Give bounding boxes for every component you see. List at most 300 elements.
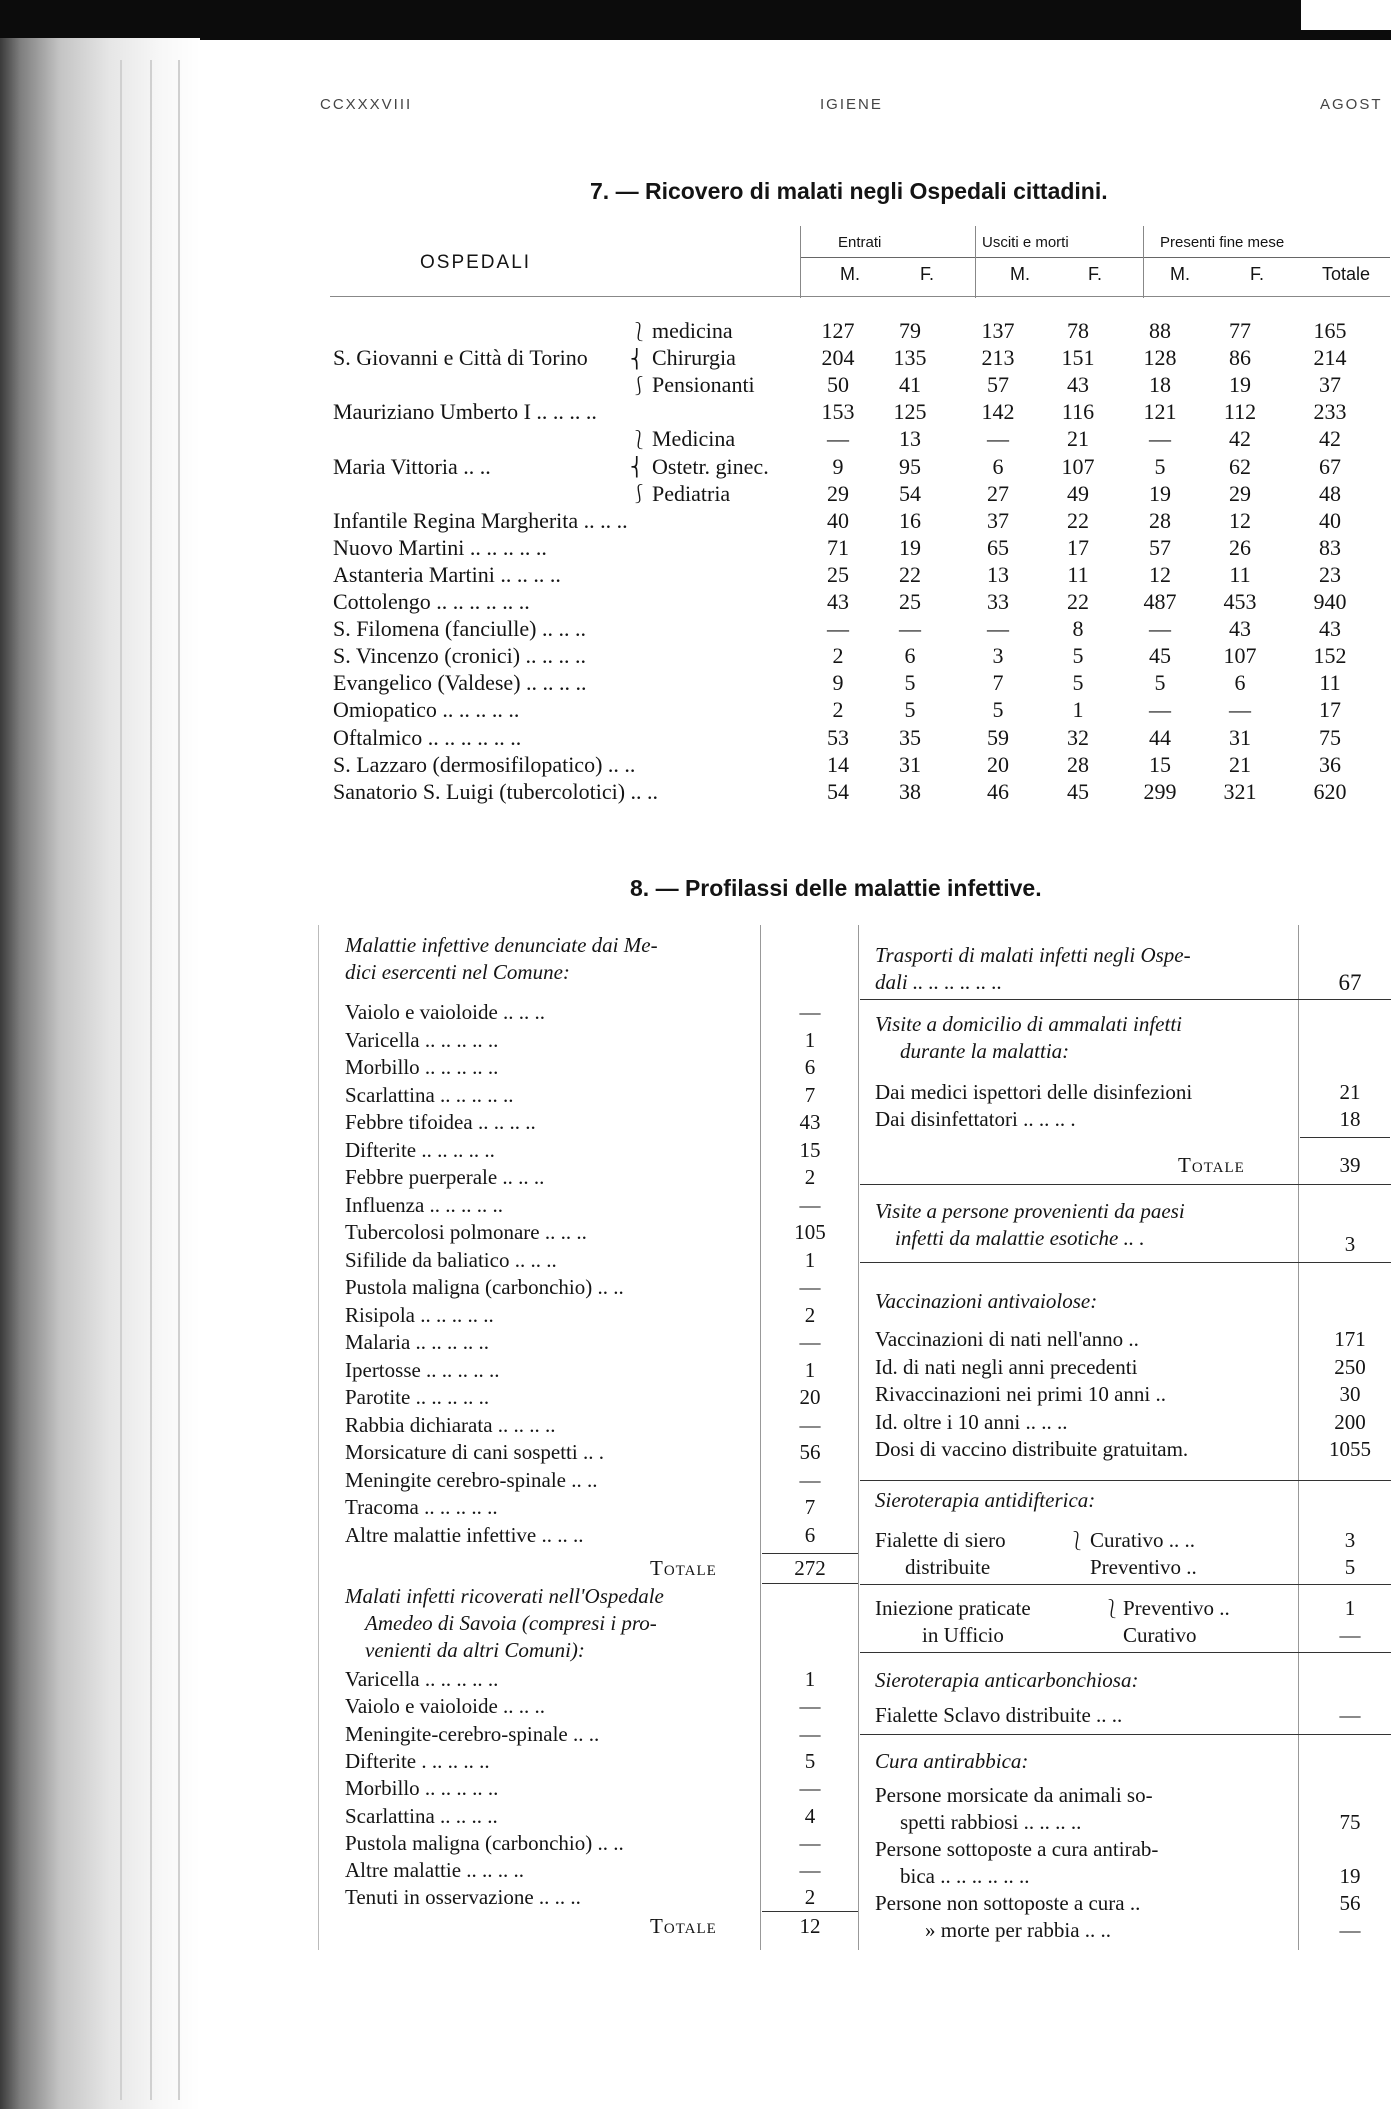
list-item-label: Difterite . .. .. .. .. [345,1749,490,1773]
table-cell: 86 [1229,345,1251,370]
trasporti-value: 67 [1338,970,1362,995]
table-cell: 40 [1319,508,1341,533]
left-heading: dici esercenti nel Comune: [345,960,570,984]
rule [860,1184,1391,1185]
morte-rabbia-value: — [1339,1918,1361,1942]
morsicate-value: 75 [1339,1810,1361,1834]
table-cell: 19 [1149,481,1171,506]
table-cell: 33 [987,589,1009,614]
list-item-value: 1 [804,1028,816,1052]
rule [860,1480,1391,1481]
trasporti-heading: Trasporti di malati infetti negli Ospe- [875,943,1191,967]
sub-f: F. [1088,264,1103,284]
table-cell: 11 [1067,562,1089,587]
list-item-value: 105 [794,1220,826,1244]
left-total-value: 272 [794,1556,826,1580]
table-cell: 214 [1313,345,1347,370]
table-cell: 620 [1313,779,1347,804]
table-cell: 17 [1319,697,1341,722]
table-cell: 95 [899,454,921,479]
table-cell: 204 [821,345,855,370]
table-cell: 6 [992,454,1004,479]
header-page-number: CCXXXVIII [320,96,413,113]
list-item-label: Vaccinazioni di nati nell'anno .. [875,1327,1139,1351]
left-heading: Amedeo di Savoia (compresi i pro- [365,1611,657,1635]
table-cell: — [987,426,1009,451]
list-item-label: Morbillo .. .. .. .. .. [345,1055,499,1079]
table-cell: 65 [987,535,1009,560]
list-item-value: 15 [799,1138,821,1162]
curativo-label: Curativo .. .. [1090,1528,1195,1552]
hospital-name: S. Filomena (fanciulle) .. .. .. [333,616,586,641]
table-cell: 116 [1061,399,1095,424]
iniezione-label: in Ufficio [922,1623,1004,1647]
list-item-label: Altre malattie infettive .. .. .. [345,1523,584,1547]
table-cell: 121 [1143,399,1177,424]
list-item-label: Tubercolosi polmonare .. .. .. [345,1220,587,1244]
table-cell: 43 [1229,616,1251,641]
brace-icon: ⎨ [630,457,644,477]
header-group-rule [800,257,1390,258]
table-cell: 321 [1223,779,1257,804]
header-rule [330,296,1390,297]
table-cell: 11 [1229,562,1251,587]
hospital-name: Maria Vittoria .. .. [333,454,491,479]
carb-heading: Sieroterapia anticarbonchiosa: [875,1668,1139,1692]
list-item-label: Altre malattie .. .. .. .. [345,1858,525,1882]
total-rule [762,1911,858,1912]
fialette-label: Fialette di siero [875,1528,1006,1552]
brace-icon: ⎱ [1068,1531,1086,1551]
table-cell: 16 [899,508,921,533]
list-item-label: Ipertosse .. .. .. .. .. [345,1358,500,1382]
table-cell: 45 [1149,643,1171,668]
hospital-name: Nuovo Martini .. .. .. .. .. [333,535,547,560]
list-item-value: 5 [804,1749,816,1773]
list-item-value: 200 [1334,1410,1366,1434]
table-cell: — [899,616,921,641]
table-cell: 62 [1229,454,1251,479]
list-item-value: 4 [804,1804,816,1828]
right-value-divider [1298,925,1299,1950]
table-cell: 37 [987,508,1009,533]
table-cell: 9 [832,670,844,695]
table-cell: 77 [1229,318,1251,343]
table-cell: 151 [1061,345,1095,370]
table-cell: 128 [1143,345,1177,370]
brace-icon: ⎰ [630,376,648,396]
table-cell: 29 [1229,481,1251,506]
center-divider [858,925,859,1950]
visite-heading: durante la malattia: [900,1039,1070,1063]
list-item-label: Scarlattina .. .. .. .. [345,1804,498,1828]
brace-icon: ⎱ [630,322,648,342]
sub-m: M. [1170,264,1190,284]
list-item-value: — [799,1722,821,1746]
esotiche-heading: infetti da malattie esotiche .. . [895,1226,1145,1250]
list-item-value: 1 [804,1358,816,1382]
disinfettatori-value: 18 [1339,1107,1361,1131]
table-cell: 15 [1149,752,1171,777]
table-cell: 43 [1067,372,1089,397]
table-cell: 13 [899,426,921,451]
list-item-label: Parotite .. .. .. .. .. [345,1385,490,1409]
list-item-value: 30 [1339,1382,1361,1406]
list-item-label: Tenuti in osservazione .. .. .. [345,1885,581,1909]
list-item-label: Difterite .. .. .. .. .. [345,1138,495,1162]
table-cell: 6 [904,643,916,668]
table-cell: 233 [1313,399,1347,424]
ward-name: Ostetr. ginec. [652,454,769,479]
left-value-divider [760,925,761,1950]
table-cell: — [1149,697,1171,722]
table-cell: 5 [1072,643,1084,668]
ward-name: Medicina [652,426,736,451]
list-item-value: — [799,1193,821,1217]
sottoposte-label: Persone sottoposte a cura antirab- [875,1837,1159,1861]
list-item-value: — [799,1413,821,1437]
hospital-name: S. Lazzaro (dermosifilopatico) .. .. [333,752,636,777]
table-cell: 78 [1067,318,1089,343]
visite-total-label: Totale [1178,1153,1245,1177]
list-item-value: — [799,1468,821,1492]
total-rule [762,1553,858,1554]
table-cell: 35 [899,725,921,750]
sclavo-value: — [1339,1703,1361,1727]
list-item-value: — [799,1694,821,1718]
book-spine-shadow [0,38,200,2109]
list-item-label: Scarlattina .. .. .. .. .. [345,1083,514,1107]
iniezione-label: Iniezione praticate [875,1596,1031,1620]
col-usciti-header: Usciti e morti [982,234,1069,251]
rule [860,1584,1391,1585]
hospital-name: Cottolengo .. .. .. .. .. .. [333,589,530,614]
table-cell: 43 [1319,616,1341,641]
sub-f: F. [920,264,935,284]
total-rule [762,1583,858,1584]
table-cell: — [1149,426,1171,451]
list-item-label: Sifilide da baliatico .. .. .. [345,1248,557,1272]
preventivo2-label: Preventivo .. [1123,1596,1230,1620]
list-item-label: Vaiolo e vaioloide .. .. .. [345,1694,546,1718]
list-item-value: 2 [804,1165,816,1189]
table-cell: 37 [1319,372,1341,397]
sottoposte-label: bica .. .. .. .. .. .. [900,1864,1030,1888]
table-cell: — [827,616,849,641]
rule [860,1652,1391,1653]
list-item-label: Morbillo .. .. .. .. .. [345,1776,499,1800]
list-item-label: Risipola .. .. .. .. .. [345,1303,494,1327]
ward-name: medicina [652,318,733,343]
left-total2-value: 12 [799,1914,821,1938]
non-sottoposte-label: Persone non sottoposte a cura .. [875,1891,1141,1915]
esotiche-heading: Visite a persone provenienti da paesi [875,1199,1185,1223]
table-cell: 21 [1067,426,1089,451]
spine-line [120,60,122,2100]
list-item-value: 1 [804,1248,816,1272]
table-cell: 2 [832,697,844,722]
table-cell: 38 [899,779,921,804]
table-cell: 165 [1313,318,1347,343]
list-item-value: — [799,1858,821,1882]
table-cell: 32 [1067,725,1089,750]
table-cell: 299 [1143,779,1177,804]
table-cell: 125 [893,399,927,424]
table-cell: 26 [1229,535,1251,560]
list-item-value: 56 [799,1440,821,1464]
curativo-value: 3 [1344,1528,1356,1552]
section8-title: 8. — Profilassi delle malattie infettive. [630,875,1042,901]
left-heading: Malati infetti ricoverati nell'Ospedale [345,1584,664,1608]
brace-icon: ⎰ [630,484,648,504]
list-item-value: 171 [1334,1327,1366,1351]
table-cell: 487 [1143,589,1177,614]
col-presenti-header: Presenti fine mese [1160,234,1285,251]
header-month: AGOST [1320,96,1383,113]
rule [1300,1137,1390,1138]
table-cell: 127 [821,318,855,343]
header-section: IGIENE [820,96,883,113]
table-cell: 453 [1223,589,1257,614]
list-item-label: Febbre puerperale .. .. .. [345,1165,545,1189]
rule [860,999,1391,1000]
section7-title: 7. — Ricovero di malati negli Ospedali cittadini. [590,178,1108,204]
table-cell: 107 [1061,454,1095,479]
left-border [318,925,319,1950]
hospital-name: Sanatorio S. Luigi (tubercolotici) .. .. [333,779,659,804]
siero-heading: Sieroterapia antidifterica: [875,1488,1096,1512]
hospital-name: S. Giovanni e Città di Torino [333,345,588,370]
table-cell: 28 [1149,508,1171,533]
list-item-value: — [799,1776,821,1800]
hospital-name: Evangelico (Valdese) .. .. .. .. [333,670,587,695]
col-entrati-header: Entrati [838,234,882,251]
fialette-label: distribuite [905,1555,991,1579]
list-item-label: Vaiolo e vaioloide .. .. .. [345,1000,546,1024]
table-cell: — [827,426,849,451]
table-cell: 5 [1072,670,1084,695]
table-cell: 40 [827,508,849,533]
list-item-label: Rabbia dichiarata .. .. .. .. [345,1413,556,1437]
visite-heading: Visite a domicilio di ammalati infetti [875,1012,1183,1036]
sub-m: M. [840,264,860,284]
list-item-value: 7 [804,1083,816,1107]
list-item-label: Rivaccinazioni nei primi 10 anni .. [875,1382,1167,1406]
left-heading: Malattie infettive denunciate dai Me- [345,933,658,957]
table-cell: 53 [827,725,849,750]
table-cell: 57 [987,372,1009,397]
table-cell: 6 [1234,670,1246,695]
brace-icon: ⎨ [630,349,644,369]
list-item-value: — [799,1330,821,1354]
left-heading: venienti da altri Comuni): [365,1638,585,1662]
table-cell: 18 [1149,372,1171,397]
sub-totale: Totale [1322,264,1371,284]
list-item-label: Pustola maligna (carbonchio) .. .. [345,1275,624,1299]
preventivo-label: Preventivo .. [1090,1555,1197,1579]
table-cell: — [987,616,1009,641]
list-item-label: Meningite cerebro-spinale .. .. [345,1468,598,1492]
list-item-value: 2 [804,1303,816,1327]
table-cell: 7 [992,670,1004,695]
list-item-label: Tracoma .. .. .. .. .. [345,1495,498,1519]
table-cell: 19 [899,535,921,560]
table-cell: 107 [1223,643,1257,668]
esotiche-value: 3 [1344,1232,1356,1256]
ward-name: Chirurgia [652,345,736,370]
vacc-heading: Vaccinazioni antivaiolose: [875,1289,1098,1313]
table-cell: 25 [899,589,921,614]
list-item-value: 250 [1334,1355,1366,1379]
rule [860,1262,1391,1263]
table-cell: 42 [1229,426,1251,451]
col-ospedali-header: OSPEDALI [420,252,532,273]
table-cell: 27 [987,481,1009,506]
table-cell: 44 [1149,725,1171,750]
rabbia-heading: Cura antirabbica: [875,1749,1029,1773]
table-cell: 13 [987,562,1009,587]
ward-name: Pediatria [652,481,731,506]
list-item-value: 20 [799,1385,821,1409]
table-cell: 50 [827,372,849,397]
list-item-value: — [799,1000,821,1024]
list-item-value: 6 [804,1523,816,1547]
sottoposte-value: 19 [1339,1864,1361,1888]
list-item-value: 1 [804,1667,816,1691]
table-cell: 28 [1067,752,1089,777]
table-cell: 1 [1072,697,1084,722]
table-cell: 67 [1319,454,1341,479]
table-cell: 88 [1149,318,1171,343]
list-item-label: Morsicature di cani sospetti .. . [345,1440,604,1464]
table-cell: 20 [987,752,1009,777]
table-cell: 152 [1313,643,1347,668]
table-cell: 75 [1319,725,1341,750]
table-cell: 49 [1067,481,1089,506]
table-cell: 54 [827,779,849,804]
hospital-name: Mauriziano Umberto I .. .. .. .. [333,399,597,424]
table-cell: 41 [899,372,921,397]
table-cell: 9 [832,454,844,479]
table-cell: 19 [1229,372,1251,397]
table-cell: 5 [1154,454,1166,479]
left-total-label: Totale [650,1556,717,1580]
list-item-label: Varicella .. .. .. .. .. [345,1028,499,1052]
hospital-name: S. Vincenzo (cronici) .. .. .. .. [333,643,587,668]
sub-m: M. [1010,264,1030,284]
left-total2-label: Totale [650,1914,717,1938]
table-cell: 31 [899,752,921,777]
list-item-value: — [799,1275,821,1299]
table-cell: 5 [1154,670,1166,695]
visite-total-value: 39 [1339,1153,1361,1177]
preventivo-value: 5 [1344,1555,1356,1579]
sclavo-label: Fialette Sclavo distribuite .. .. [875,1703,1123,1727]
table-cell: 2 [832,643,844,668]
table-cell: 79 [899,318,921,343]
table-cell: 12 [1149,562,1171,587]
table-cell: 213 [981,345,1015,370]
list-item-label: Meningite-cerebro-spinale .. .. [345,1722,600,1746]
table-cell: 3 [992,643,1004,668]
col-divider [800,226,801,298]
table-cell: 153 [821,399,855,424]
table-cell: 23 [1319,562,1341,587]
list-item-value: 1055 [1329,1437,1371,1461]
curativo2-value: — [1339,1623,1361,1647]
list-item-label: Febbre tifoidea .. .. .. .. [345,1110,536,1134]
preventivo2-value: 1 [1344,1596,1356,1620]
table-cell: 135 [893,345,927,370]
col-divider [975,226,976,298]
table-cell: 112 [1223,399,1257,424]
list-item-value: 6 [804,1055,816,1079]
spine-line [150,60,152,2100]
hospital-name: Omiopatico .. .. .. .. .. [333,697,520,722]
table-cell: 22 [1067,508,1089,533]
list-item-label: Id. oltre i 10 anni .. .. .. [875,1410,1068,1434]
table-cell: 17 [1067,535,1089,560]
table-cell: 25 [827,562,849,587]
table-cell: 5 [904,697,916,722]
table-cell: 54 [899,481,921,506]
sub-f: F. [1250,264,1265,284]
table-cell: 43 [827,589,849,614]
table-cell: 36 [1319,752,1341,777]
morte-rabbia-label: » morte per rabbia .. .. [925,1918,1112,1942]
table-cell: 48 [1319,481,1341,506]
disinfettatori-label: Dai disinfettatori .. .. .. . [875,1107,1076,1131]
list-item-label: Varicella .. .. .. .. .. [345,1667,499,1691]
hospital-name: Astanteria Martini .. .. .. .. [333,562,561,587]
list-item-label: Id. di nati negli anni precedenti [875,1355,1138,1379]
table-cell: 46 [987,779,1009,804]
trasporti-heading: dali .. .. .. .. .. .. [875,970,1003,994]
list-item-label: Dosi di vaccino distribuite gratuitam. [875,1437,1189,1461]
list-item-label: Malaria .. .. .. .. .. [345,1330,490,1354]
table-cell: 57 [1149,535,1171,560]
table-cell: 45 [1067,779,1089,804]
table-cell: 22 [899,562,921,587]
table-cell: 142 [981,399,1015,424]
list-item-value: 43 [799,1110,821,1134]
hospital-name: Infantile Regina Margherita .. .. .. [333,508,628,533]
table-cell: — [1229,697,1251,722]
table-cell: 42 [1319,426,1341,451]
list-item-value: 2 [804,1885,816,1909]
col-divider [1143,226,1144,298]
list-item-label: Influenza .. .. .. .. .. [345,1193,504,1217]
ispettori-label: Dai medici ispettori delle disinfezioni [875,1080,1193,1104]
spine-line [178,60,180,2100]
list-item-value: — [799,1831,821,1855]
hospital-name: Oftalmico .. .. .. .. .. .. [333,725,522,750]
table-cell: 12 [1229,508,1251,533]
table-cell: 14 [827,752,849,777]
table-cell: 83 [1319,535,1341,560]
table-cell: 59 [987,725,1009,750]
table-cell: 940 [1313,589,1347,614]
table-cell: 22 [1067,589,1089,614]
table-cell: 21 [1229,752,1251,777]
table-cell: — [1149,616,1171,641]
ispettori-value: 21 [1339,1080,1361,1104]
table-cell: 5 [904,670,916,695]
list-item-label: Pustola maligna (carbonchio) .. .. [345,1831,624,1855]
table-cell: 8 [1072,616,1084,641]
list-item-value: 7 [804,1495,816,1519]
ward-name: Pensionanti [652,372,755,397]
